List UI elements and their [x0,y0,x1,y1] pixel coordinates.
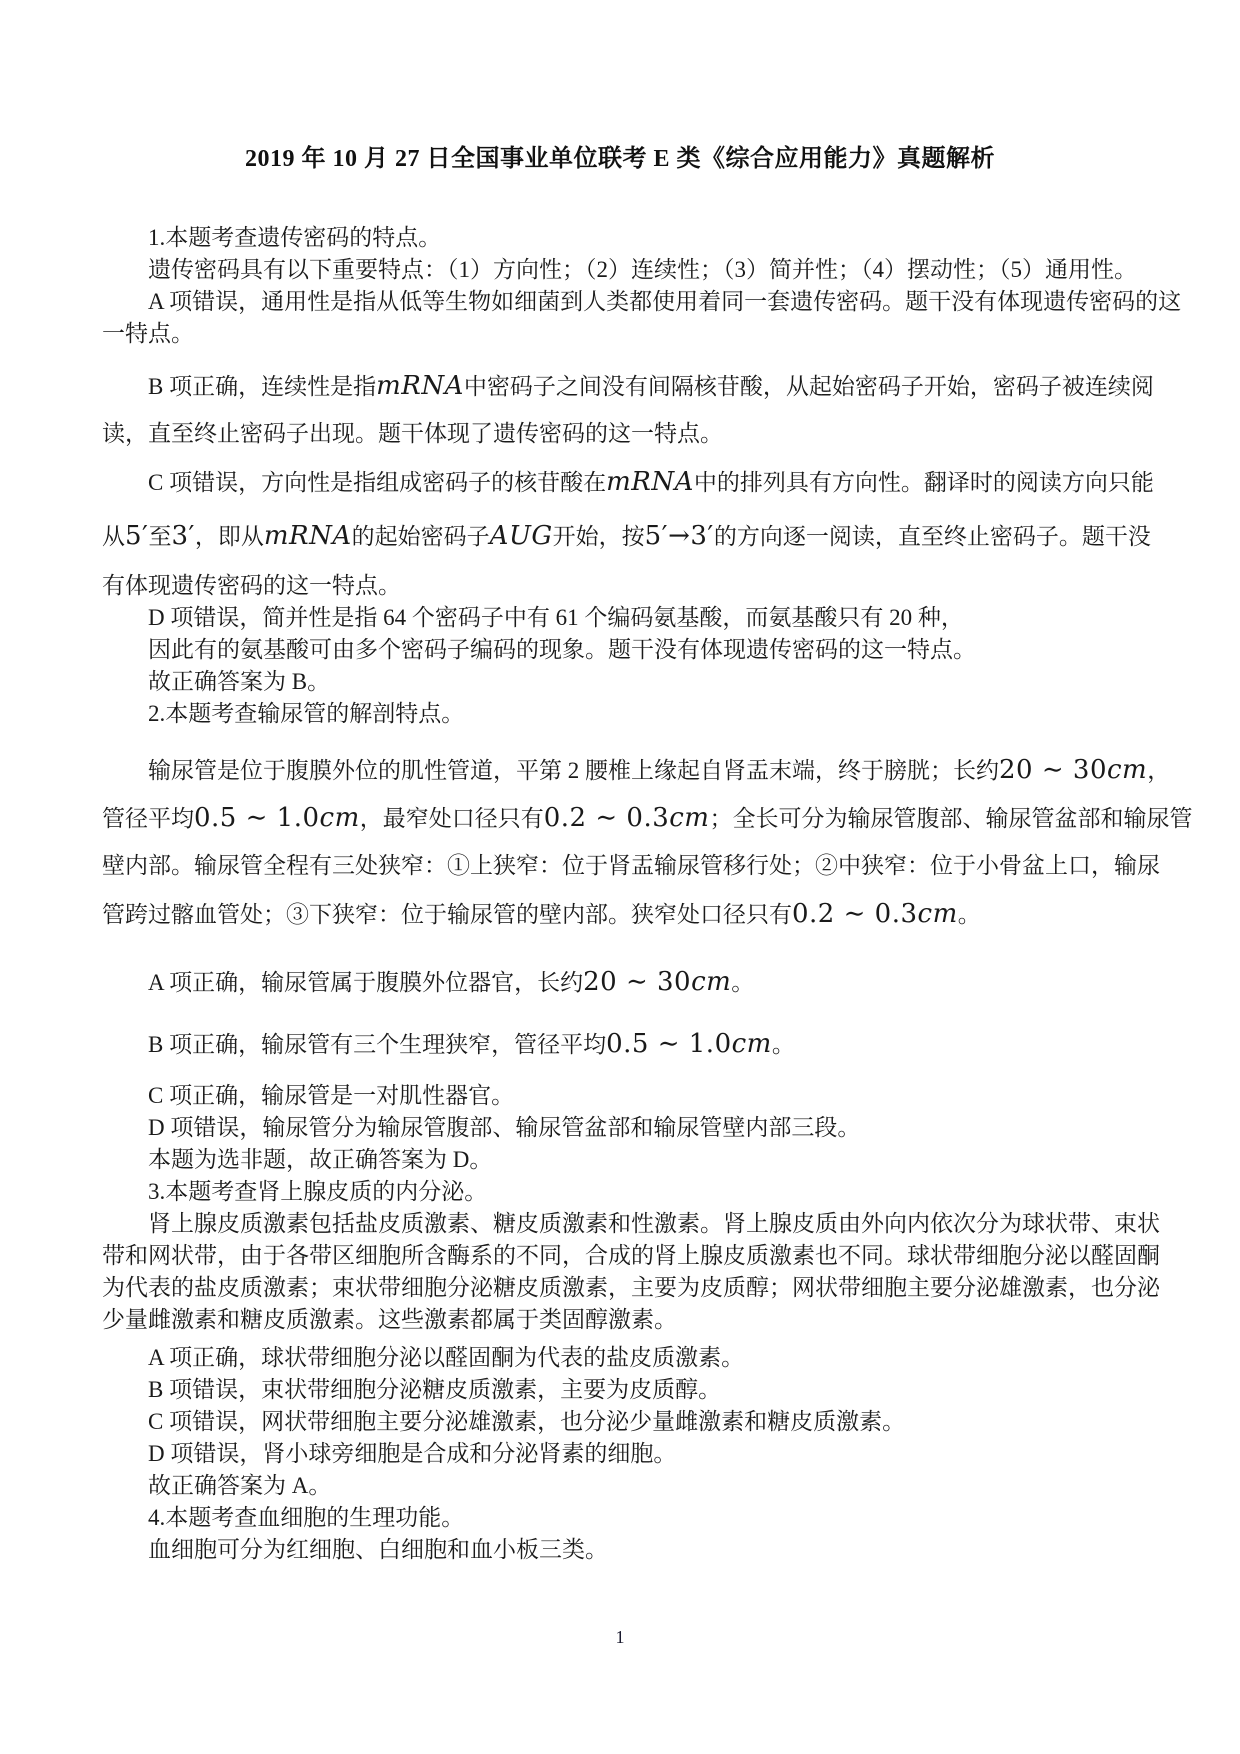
text-run: A 项正确，输尿管属于腹膜外位器官，长约 [148,970,584,995]
document-line [102,570,1212,602]
text-run: 肾上腺皮质激素包括盐皮质激素、糖皮质激素和性激素。肾上腺皮质由外向内依次分为球状带、束状 [148,1211,1160,1236]
text-run: 。 [771,1032,795,1057]
text-run: C 项错误，网状带细胞主要分泌雄激素，也分泌少量雌激素和糖皮质激素。 [148,1409,906,1434]
text-run: 。 [731,970,755,995]
text-run: C 项错误，方向性是指组成密码子的核苷酸在 [148,470,607,495]
document-line [102,1176,1212,1208]
document-line [102,794,1212,842]
math-run: 0.5 ∼ 1.0 [194,803,320,833]
math-inline [645,521,714,551]
document-line [102,222,1212,254]
text-run: ， [1147,758,1171,783]
text-run: A 项正确，球状带细胞分泌以醛固酮为代表的盐皮质激素。 [148,1345,745,1370]
math-run: 3′ [171,521,195,551]
text-run: D 项错误，简并性是指 64 个密码子中有 61 个编码氨基酸，而氨基酸只有 20 种， [148,605,964,630]
math-run: 0.2 ∼ 0.3 [792,899,918,929]
document-line [102,1342,1212,1374]
document-line [102,318,1212,350]
document-line [102,1112,1212,1144]
math-inline [171,521,194,551]
text-run: 一特点。 [102,321,194,346]
text-run: A 项错误，通用性是指从低等生物如细菌到人类都使用着同一套遗传密码。题干没有体现遗传密码的这 [148,289,1182,314]
math-run: 20 ∼ 30 [583,967,692,997]
math-run: cm [1106,755,1148,785]
text-run: 中密码子之间没有间隔核苷酸，从起始密码子开始，密码子被连续阅 [463,374,1154,399]
text-run: 4.本题考查血细胞的生理功能。 [148,1505,465,1530]
math-inline [125,521,148,551]
math-inline [999,755,1147,785]
text-run: 故正确答案为 A。 [148,1473,332,1498]
text-run: ，即从 [194,524,264,549]
text-run: 有体现遗传密码的这一特点。 [102,573,401,598]
text-run: 输尿管是位于腹膜外位的肌性管道，平第 2 腰椎上缘起自肾盂末端，终于膀胱；长约 [148,758,999,783]
document-line [102,458,1212,506]
text-run: 遗传密码具有以下重要特点：（1）方向性；（2）连续性；（3）简并性；（4）摆动性；（5）通用性。 [148,257,1137,282]
text-run: D 项错误，输尿管分为输尿管腹部、输尿管盆部和输尿管壁内部三段。 [148,1115,861,1140]
text-run: 至 [148,524,172,549]
math-inline [583,967,731,997]
math-inline [490,521,553,551]
math-run: 0.5 ∼ 1.0 [606,1029,732,1059]
document-line [102,1080,1212,1112]
document-line [102,1144,1212,1176]
document-line [102,1438,1212,1470]
document-line [102,1406,1212,1438]
math-run: cm [691,967,732,997]
math-run: AUG [489,521,553,551]
math-inline [606,467,694,497]
text-run: 带和网状带，由于各带区细胞所含酶系的不同，合成的肾上腺皮质激素也不同。球状带细胞分泌以醛固酮 [102,1243,1160,1268]
math-run: cm [669,803,710,833]
document-body [102,222,1212,1566]
math-inline [264,521,352,551]
text-run: 故正确答案为 B。 [148,669,331,694]
text-run: 因此有的氨基酸可由多个密码子编码的现象。题干没有体现遗传密码的这一特点。 [148,637,976,662]
text-run: 中的排列具有方向性。翻译时的阅读方向只能 [693,470,1154,495]
text-run: 1.本题考查遗传密码的特点。 [148,225,442,250]
text-run: 读，直至终止密码子出现。题干体现了遗传密码的这一特点。 [102,421,723,446]
text-run: B 项错误，束状带细胞分泌糖皮质激素，主要为皮质醇。 [148,1377,722,1402]
text-run: 管跨过髂血管处；③下狭窄：位于输尿管的壁内部。狭窄处口径只有 [102,902,792,927]
document-line [102,746,1212,794]
document-line [102,1470,1212,1502]
math-run: 0.2 ∼ 0.3 [543,803,670,833]
document-line [102,1240,1212,1272]
text-run: 为代表的盐皮质激素；束状带细胞分泌糖皮质激素，主要为皮质醇；网状带细胞主要分泌雄激素，也分泌 [102,1275,1160,1300]
document-line [102,666,1212,698]
math-run: mRNA [606,467,694,497]
math-inline [544,803,710,833]
document-line [102,1304,1212,1336]
page-number: 1 [615,1627,625,1647]
math-run: 5′ [125,521,149,551]
math-run: mRNA [376,371,464,401]
text-run: 2.本题考查输尿管的解剖特点。 [148,701,465,726]
document-line [102,958,1212,1006]
math-run: 20 ∼ 30 [999,755,1107,785]
math-run: cm [917,899,958,929]
text-run: D 项错误，肾小球旁细胞是合成和分泌肾素的细胞。 [148,1441,677,1466]
math-inline [606,1029,772,1059]
math-run: 5′→3′ [644,521,714,551]
document-line [102,698,1212,730]
math-inline [376,371,464,401]
text-run: B 项正确，连续性是指 [148,374,377,399]
text-run: B 项正确，输尿管有三个生理狭窄，管径平均 [148,1032,607,1057]
document-line [102,842,1212,890]
text-run: 少量雌激素和糖皮质激素。这些激素都属于类固醇激素。 [102,1307,677,1332]
document-line [102,1020,1212,1068]
document-line [102,512,1212,560]
text-run: ，最窄处口径只有 [359,806,544,831]
document-line [102,1534,1212,1566]
document-line [102,634,1212,666]
text-run: 管径平均 [102,806,194,831]
text-run: ；全长可分为输尿管腹部、输尿管盆部和输尿管 [709,806,1193,831]
document-line [102,1208,1212,1240]
math-run: mRNA [263,521,352,551]
text-run: 壁内部。输尿管全程有三处狭窄：①上狭窄：位于肾盂输尿管移行处；②中狭窄：位于小骨盆上口，输尿 [102,853,1160,878]
document-line [102,602,1212,634]
text-run: C 项正确，输尿管是一对肌性器官。 [148,1083,515,1108]
document-line [102,362,1212,410]
text-run: 本题为选非题，故正确答案为 D。 [148,1147,493,1172]
document-line [102,1374,1212,1406]
math-run: cm [731,1029,772,1059]
text-run: 从 [102,524,125,549]
document-line [102,890,1212,938]
document-title: 2019 年 10 月 27 日全国事业单位联考 E 类《综合应用能力》真题解析 [244,146,995,172]
text-run: 。 [957,902,981,927]
text-run: 血细胞可分为红细胞、白细胞和血小板三类。 [148,1537,608,1562]
document-line [102,254,1212,286]
document-line [102,410,1212,458]
math-inline [792,899,958,929]
document-line [102,1272,1212,1304]
text-run: 的方向逐一阅读，直至终止密码子。题干没 [713,524,1151,549]
page-footer [0,1626,1240,1648]
document-line [102,286,1212,318]
text-run: 开始，按 [552,524,645,549]
math-inline [194,803,360,833]
text-run: 的起始密码子 [351,524,490,549]
document-line [102,1502,1212,1534]
math-run: cm [319,803,360,833]
text-run: 3.本题考查肾上腺皮质的内分泌。 [148,1179,488,1204]
